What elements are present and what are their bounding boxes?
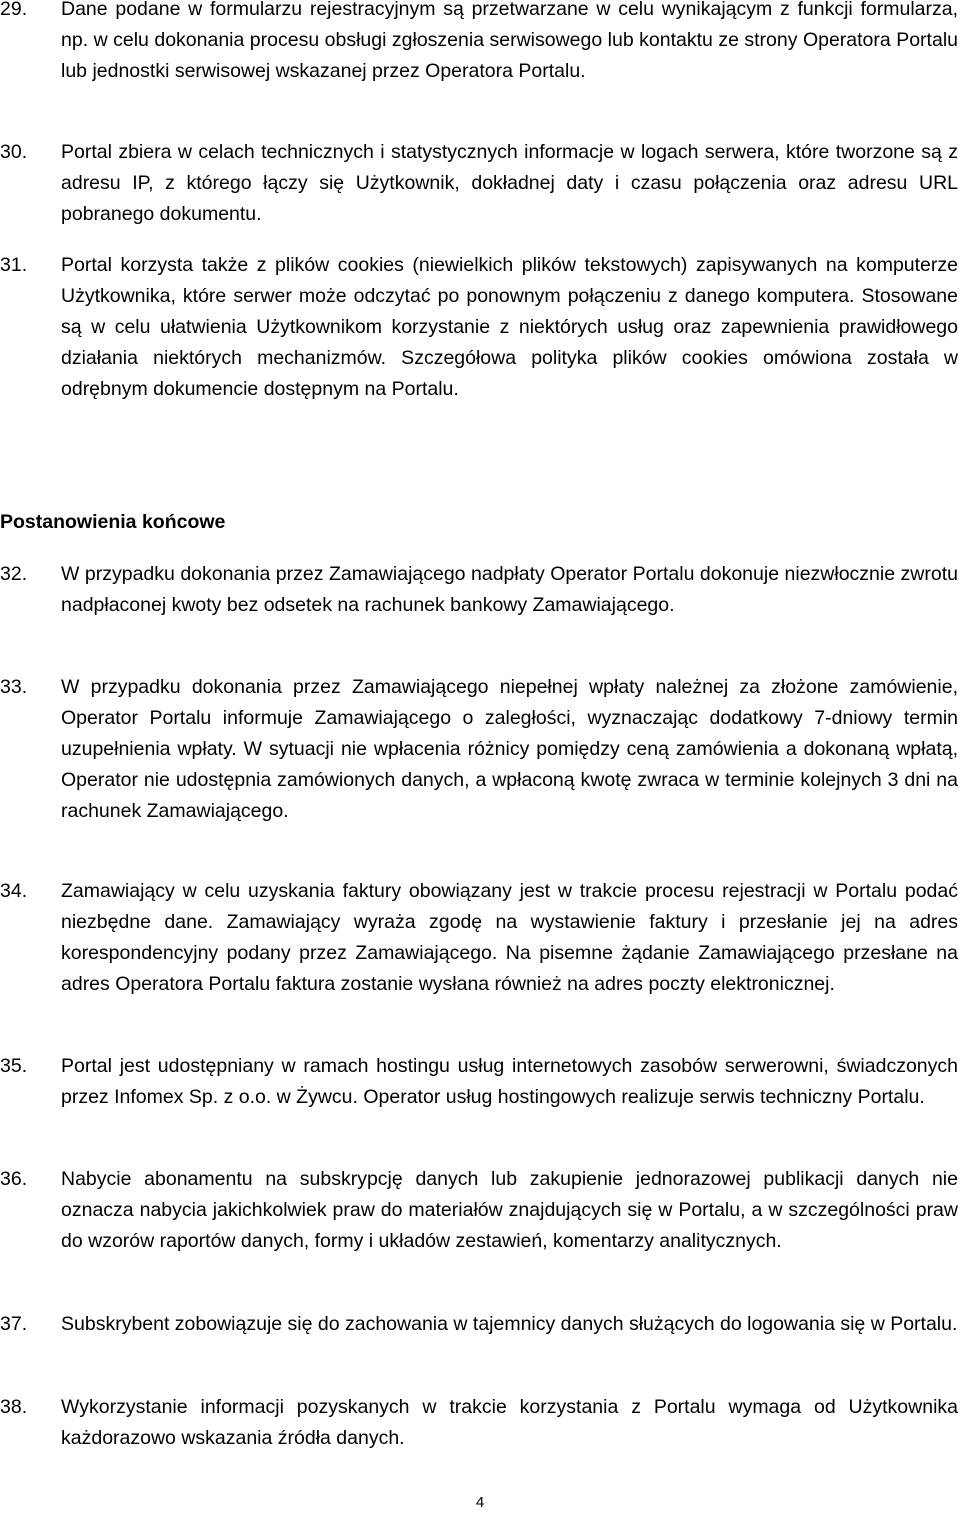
list-item-35 <box>0 1051 958 1113</box>
item-text: Zamawiający w celu uzyskania faktury obowiązany jest w trakcie procesu rejestracji w Portalu podać niezbędne dane. Zamawiający wyraża zgodę na wystawienie faktury i przesłanie jej na adres korespondencyjny podany przez Zamawiającego. Na pisemne żądanie Zamawiającego przesłane na adres Operatora Portalu faktura zostanie wysłana również na adres poczty elektronicznej. <box>61 880 958 995</box>
list-item-30 <box>0 137 958 230</box>
list-item-31 <box>0 250 958 405</box>
item-number: 31. <box>0 254 28 276</box>
list-item-32 <box>0 559 958 621</box>
item-text: Portal jest udostępniany w ramach hostingu usług internetowych zasobów serwerowni, świadczonych przez Infomex Sp. z o.o. w Żywcu. Operator usług hostingowych realizuje serwis techniczny Portalu. <box>61 1055 958 1108</box>
item-number: 37. <box>0 1313 28 1335</box>
item-number: 33. <box>0 676 28 698</box>
item-text: Portal zbiera w celach technicznych i statystycznych informacje w logach serwera, które tworzone są z adresu IP, z którego łączy się Użytkownik, dokładnej daty i czasu połączenia oraz adresu URL pobranego dokumentu. <box>61 141 958 225</box>
item-number: 29. <box>0 0 28 20</box>
item-number: 30. <box>0 141 28 163</box>
item-number: 35. <box>0 1055 28 1077</box>
list-item-38 <box>0 1392 958 1454</box>
item-number: 36. <box>0 1168 28 1190</box>
item-number: 32. <box>0 563 28 585</box>
item-number: 34. <box>0 880 28 902</box>
item-number: 38. <box>0 1396 28 1418</box>
item-text: Dane podane w formularzu rejestracyjnym są przetwarzane w celu wynikającym z funkcji formularza, np. w celu dokonania procesu obsługi zgłoszenia serwisowego lub kontaktu ze strony Operatora Portalu lub jednostki serwisowej wskazanej przez Operatora Portalu. <box>61 0 958 82</box>
item-text: Wykorzystanie informacji pozyskanych w trakcie korzystania z Portalu wymaga od Użytkownika każdorazowo wskazania źródła danych. <box>61 1396 958 1449</box>
item-text: W przypadku dokonania przez Zamawiającego niepełnej wpłaty należnej za złożone zamówienie, Operator Portalu informuje Zamawiającego o zaległości, wyznaczając dodatkowy 7-dniowy termin uzupełnienia wpłaty. W sytuacji nie wpłacenia różnicy pomiędzy ceną zamówienia a dokonaną wpłatą, Operator nie udostępnia zamówionych danych, a wpłaconą kwotę zwraca w terminie kolejnych 3 dni na rachunek Zamawiającego. <box>61 676 958 822</box>
list-item-33 <box>0 672 958 827</box>
list-item-36 <box>0 1164 958 1257</box>
page-number: 4 <box>475 1494 485 1511</box>
item-text: Nabycie abonamentu na subskrypcję danych lub zakupienie jednorazowej publikacji danych nie oznacza nabycia jakichkolwiek praw do materiałów znajdujących się w Portalu, a w szczególności praw do wzorów raportów danych, formy i układów zestawień, komentarzy analitycznych. <box>61 1168 958 1252</box>
section-heading: Postanowienia końcowe <box>0 511 226 533</box>
item-text: W przypadku dokonania przez Zamawiającego nadpłaty Operator Portalu dokonuje niezwłocznie zwrotu nadpłaconej kwoty bez odsetek na rachunek bankowy Zamawiającego. <box>61 563 958 616</box>
list-item-37 <box>0 1309 958 1340</box>
item-text: Portal korzysta także z plików cookies (niewielkich plików tekstowych) zapisywanych na komputerze Użytkownika, które serwer może odczytać po ponownym połączeniu z danego komputera. Stosowane są w celu ułatwienia Użytkownikom korzystanie z niektórych usług oraz zapewnienia prawidłowego działania niektórych mechanizmów. Szczegółowa polityka plików cookies omówiona została w odrębnym dokumencie dostępnym na Portalu. <box>61 254 958 400</box>
list-item-34 <box>0 876 958 1000</box>
item-text: Subskrybent zobowiązuje się do zachowania w tajemnicy danych służących do logowania się w Portalu. <box>61 1313 958 1335</box>
list-item-29 <box>0 0 958 87</box>
